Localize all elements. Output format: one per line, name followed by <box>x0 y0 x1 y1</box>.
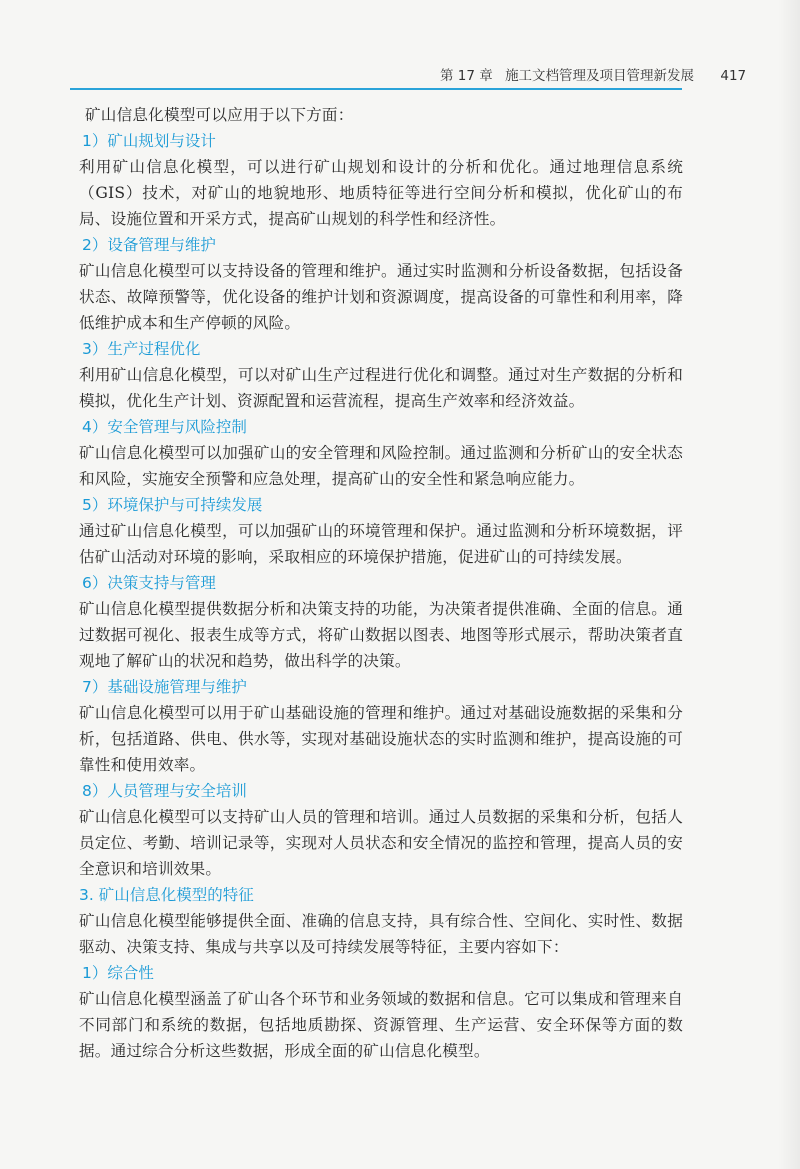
section-heading: 6）决策支持与管理 <box>82 574 216 592</box>
section-heading: 7）基础设施管理与维护 <box>82 678 247 696</box>
body-paragraph: 矿山信息化模型提供数据分析和决策支持的功能，为决策者提供准确、全面的信息。通过数据可视化、报表生成等方式，将矿山数据以图表、地图等形式展示，帮助决策者直观地了解矿山的状况和趋势，做出科学的决策。 <box>79 600 683 670</box>
body-paragraph: 矿山信息化模型可以加强矿山的安全管理和风险控制。通过监测和分析矿山的安全状态和风险，实施安全预警和应急处理，提高矿山的安全性和紧急响应能力。 <box>79 444 683 488</box>
section-heading: 1）矿山规划与设计 <box>82 132 216 150</box>
running-header <box>440 64 747 84</box>
section-heading: 2）设备管理与维护 <box>82 236 216 254</box>
page-number: 417 <box>720 68 747 84</box>
body-paragraph: 矿山信息化模型可以用于矿山基础设施的管理和维护。通过对基础设施数据的采集和分析，包括道路、供电、供水等，实现对基础设施状态的实时监测和维护，提高设施的可靠性和使用效率。 <box>79 704 683 774</box>
body-paragraph: 矿山信息化模型可以支持设备的管理和维护。通过实时监测和分析设备数据，包括设备状态、故障预警等，优化设备的维护计划和资源调度，提高设备的可靠性和利用率，降低维护成本和生产停顿的风险。 <box>79 262 683 332</box>
section-heading: 8）人员管理与安全培训 <box>82 782 247 800</box>
body-paragraph: 矿山信息化模型可以支持矿山人员的管理和培训。通过人员数据的采集和分析，包括人员定位、考勤、培训记录等，实现对人员状态和安全情况的监控和管理，提高人员的安全意识和培训效果。 <box>79 808 683 878</box>
chapter-title: 施工文档管理及项目管理新发展 <box>505 68 695 84</box>
header-rule <box>70 88 682 90</box>
body-paragraph: 矿山信息化模型涵盖了矿山各个环节和业务领域的数据和信息。它可以集成和管理来自不同部门和系统的数据，包括地质勘探、资源管理、生产运营、安全环保等方面的数据。通过综合分析这些数据，形成全面的矿山信息化模型。 <box>79 990 683 1060</box>
section-heading: 4）安全管理与风险控制 <box>82 418 247 436</box>
body-paragraph: 利用矿山信息化模型，可以对矿山生产过程进行优化和调整。通过对生产数据的分析和模拟，优化生产计划、资源配置和运营流程，提高生产效率和经济效益。 <box>79 366 683 410</box>
body-paragraph: 利用矿山信息化模型，可以进行矿山规划和设计的分析和优化。通过地理信息系统（GIS）技术，对矿山的地貌地形、地质特征等进行空间分析和模拟，优化矿山的布局、设施位置和开采方式，提高矿山规划的科学性和经济性。 <box>79 158 683 228</box>
major-heading: 3. 矿山信息化模型的特征 <box>79 886 254 904</box>
page-body <box>79 102 683 1064</box>
chapter-label: 第 17 章 <box>440 68 493 84</box>
intro-paragraph: 矿山信息化模型可以应用于以下方面： <box>85 106 354 124</box>
page-edge-shadow <box>778 0 800 1169</box>
body-paragraph: 矿山信息化模型能够提供全面、准确的信息支持，具有综合性、空间化、实时性、数据驱动、决策支持、集成与共享以及可持续发展等特征，主要内容如下： <box>79 912 683 956</box>
body-paragraph: 通过矿山信息化模型，可以加强矿山的环境管理和保护。通过监测和分析环境数据，评估矿山活动对环境的影响，采取相应的环境保护措施，促进矿山的可持续发展。 <box>79 522 683 566</box>
page-header <box>0 0 800 92</box>
section-heading: 3）生产过程优化 <box>82 340 201 358</box>
section-heading: 1）综合性 <box>82 964 154 982</box>
section-heading: 5）环境保护与可持续发展 <box>82 496 263 514</box>
